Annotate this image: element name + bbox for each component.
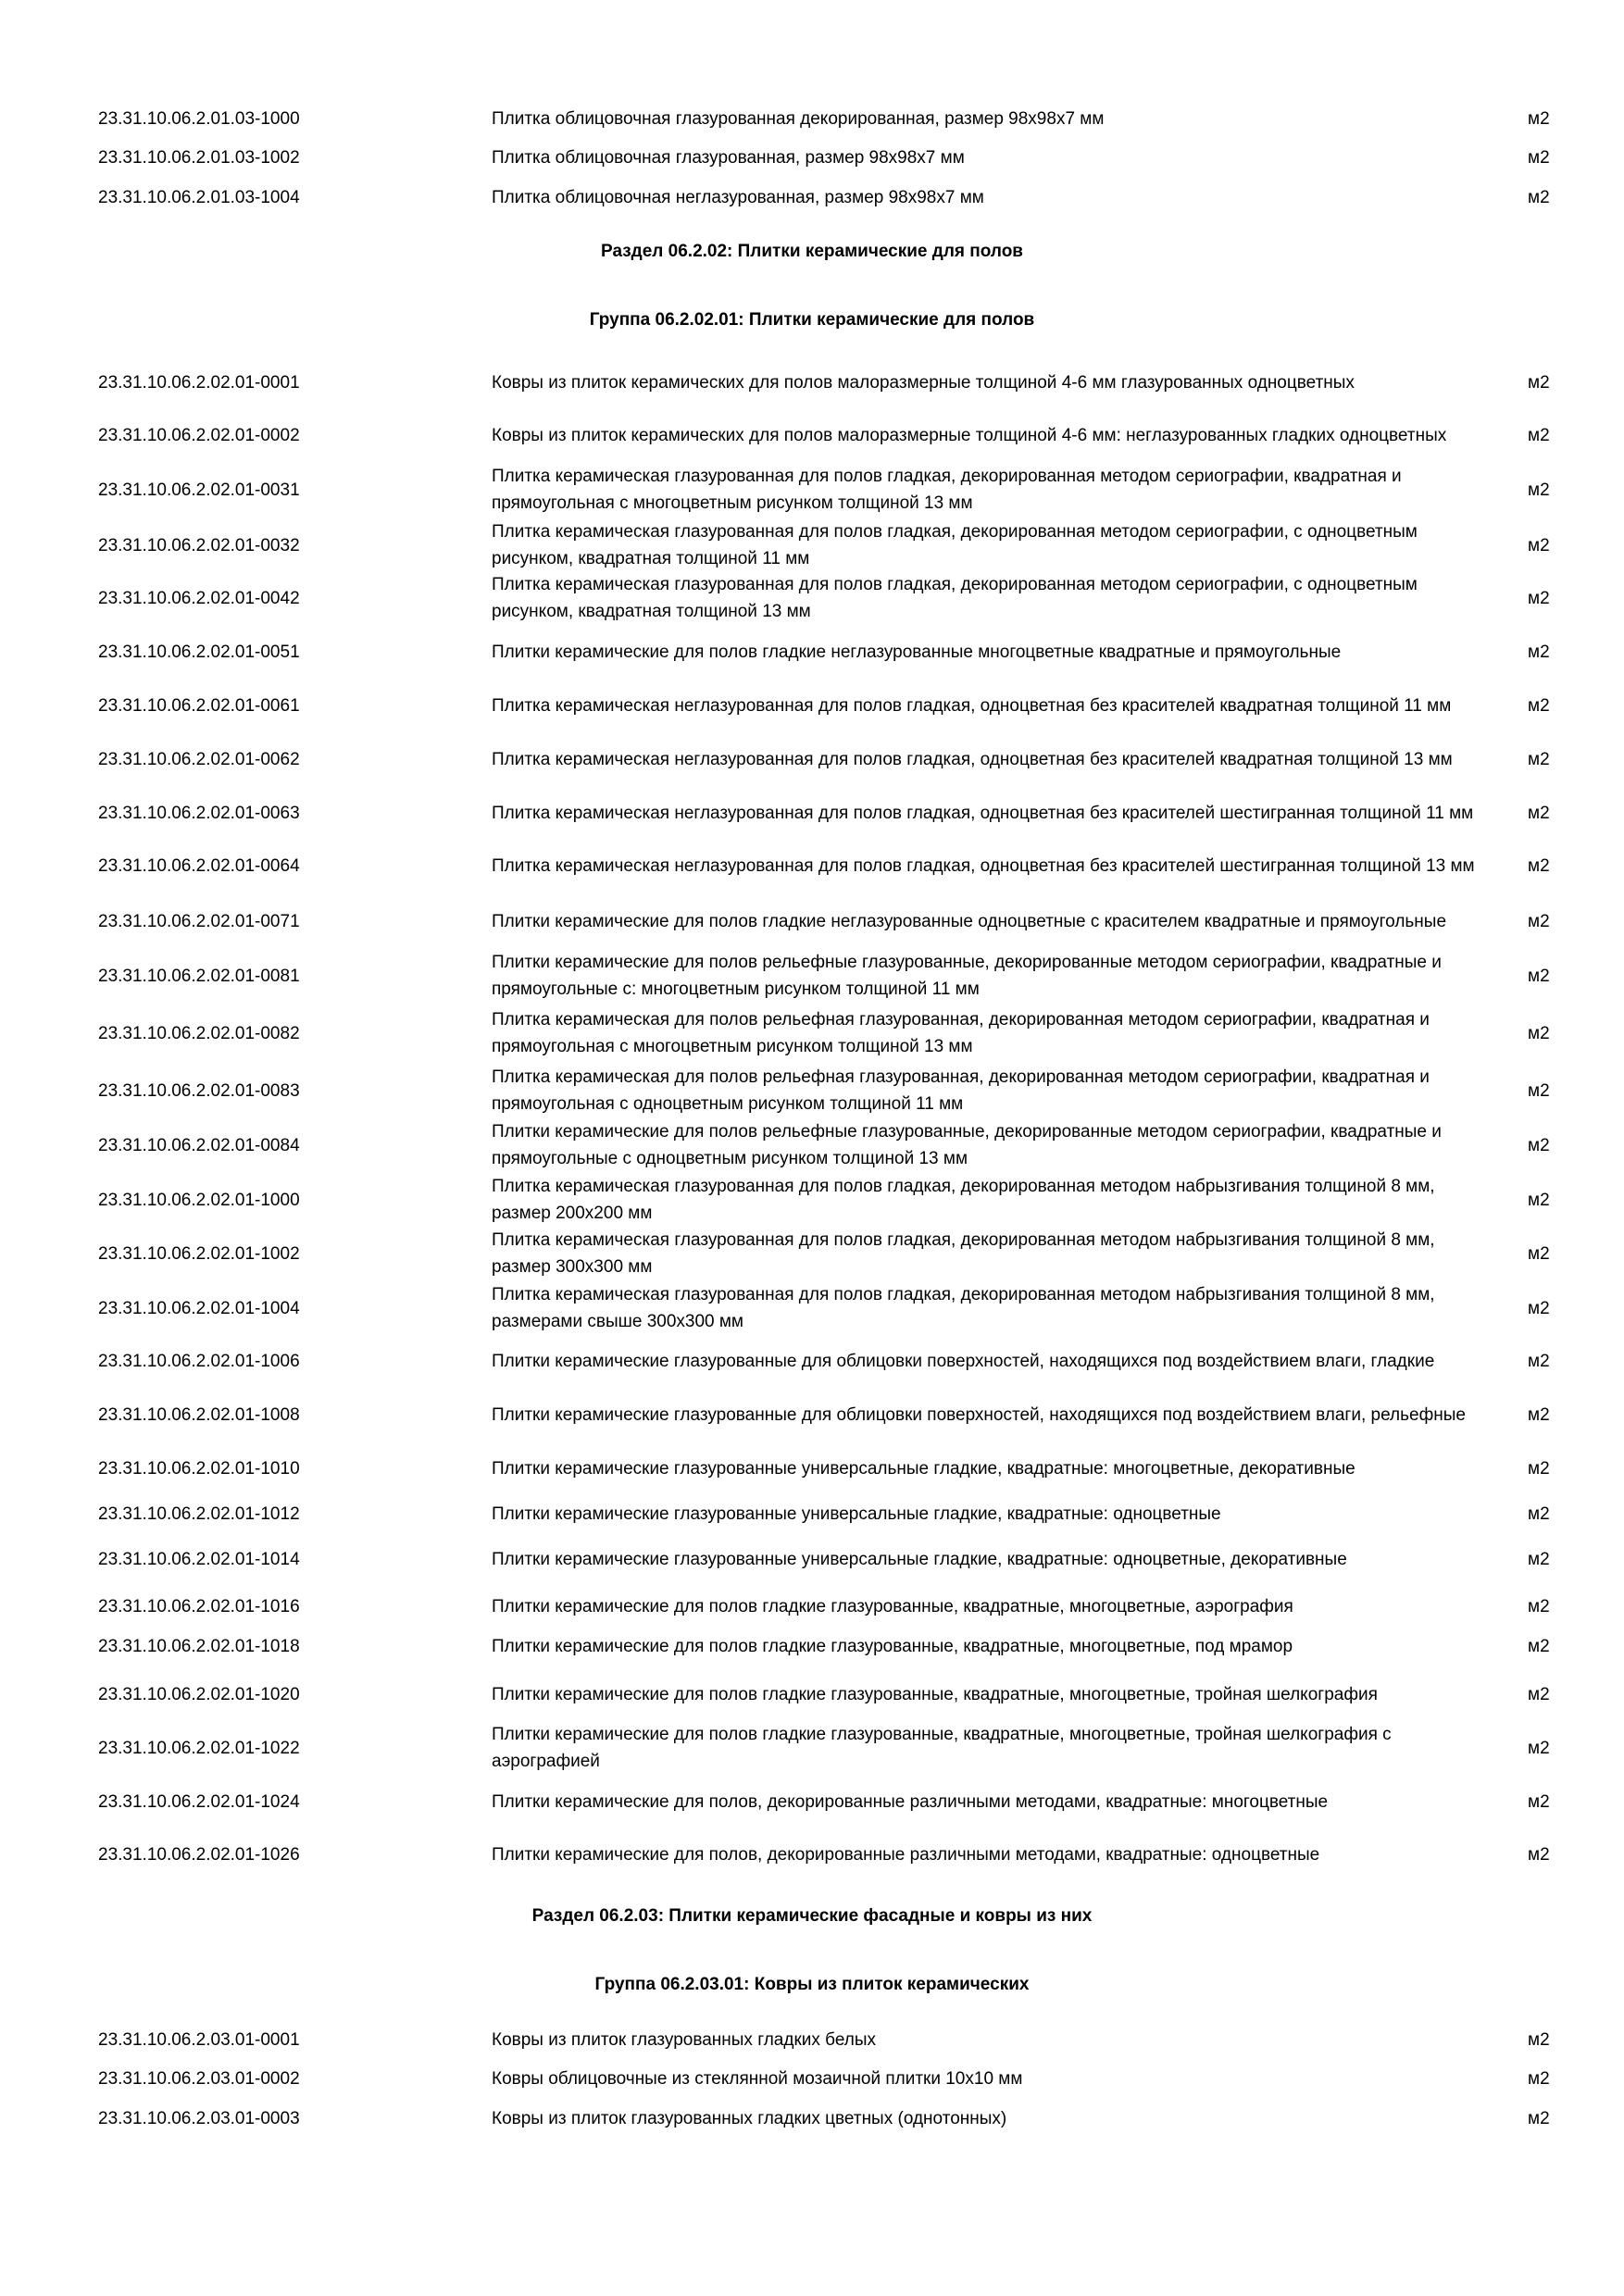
item-unit: м2 bbox=[1528, 855, 1550, 876]
item-name: Плитка керамическая глазурованная для полов гладкая, декорированная методом сериографии, с одноцветным рисунком, квадратная толщиной 11 мм bbox=[492, 522, 1418, 568]
item-unit: м2 bbox=[1528, 911, 1550, 931]
item-unit: м2 bbox=[1528, 1844, 1550, 1865]
item-name: Ковры из плиток керамических для полов малоразмерные толщиной 4-6 мм: неглазурованных гладких одноцветных bbox=[492, 425, 1447, 445]
item-name: Плитки керамические для полов рельефные глазурованные, декорированные методом сериографии, квадратные и прямоугольные с: многоцветным рисунком толщиной 11 мм bbox=[492, 953, 1442, 999]
item-unit: м2 bbox=[1528, 749, 1550, 769]
item-name: Плитка керамическая неглазурованная для полов гладкая, одноцветная без красителей квадратная толщиной 13 мм bbox=[492, 749, 1453, 769]
item-unit: м2 bbox=[1528, 1023, 1550, 1043]
item-name: Плитка керамическая глазурованная для полов гладкая, декорированная методом набрызгивания толщиной 8 мм, размер 200х200 мм bbox=[492, 1177, 1435, 1223]
item-code: 23.31.10.06.2.02.01-1024 bbox=[98, 1791, 300, 1812]
item-code: 23.31.10.06.2.02.01-1020 bbox=[98, 1684, 300, 1704]
item-name: Плитка керамическая неглазурованная для полов гладкая, одноцветная без красителей шестигранная толщиной 13 мм bbox=[492, 855, 1475, 876]
group-heading: Группа 06.2.03.01: Ковры из плиток керамических bbox=[594, 1975, 1030, 1994]
item-unit: м2 bbox=[1528, 480, 1550, 500]
item-name: Плитки керамические глазурованные универсальные гладкие, квадратные: одноцветные bbox=[492, 1504, 1221, 1524]
item-name: Плитки керамические для полов рельефные глазурованные, декорированные методом сериографии, квадратные и прямоугольные с одноцветным рисунком толщиной 13 мм bbox=[492, 1122, 1442, 1168]
item-code: 23.31.10.06.2.03.01-0002 bbox=[98, 2068, 300, 2089]
item-name: Ковры из плиток керамических для полов малоразмерные толщиной 4-6 мм глазурованных одноцветных bbox=[492, 372, 1355, 393]
item-name: Ковры из плиток глазурованных гладких цветных (однотонных) bbox=[492, 2108, 1007, 2128]
item-code: 23.31.10.06.2.02.01-1022 bbox=[98, 1738, 300, 1758]
item-name: Плитки керамические глазурованные универсальные гладкие, квадратные: одноцветные, декоративные bbox=[492, 1549, 1347, 1569]
item-name: Плитки керамические для полов гладкие глазурованные, квадратные, многоцветные, тройная шелкография bbox=[492, 1684, 1378, 1704]
item-code: 23.31.10.06.2.02.01-0081 bbox=[98, 966, 300, 986]
item-unit: м2 bbox=[1528, 1351, 1550, 1371]
item-unit: м2 bbox=[1528, 2068, 1550, 2089]
item-unit: м2 bbox=[1528, 2029, 1550, 2050]
item-code: 23.31.10.06.2.01.03-1004 bbox=[98, 187, 300, 207]
item-unit: м2 bbox=[1528, 803, 1550, 823]
item-code: 23.31.10.06.2.02.01-1008 bbox=[98, 1404, 300, 1425]
item-code: 23.31.10.06.2.02.01-0082 bbox=[98, 1023, 300, 1043]
item-unit: м2 bbox=[1528, 1458, 1550, 1479]
item-name: Плитка керамическая для полов рельефная глазурованная, декорированная методом сериографии, квадратная и прямоугольная с многоцветным рисунком толщиной 13 мм bbox=[492, 1010, 1430, 1056]
item-code: 23.31.10.06.2.02.01-1012 bbox=[98, 1504, 300, 1524]
item-code: 23.31.10.06.2.02.01-1010 bbox=[98, 1458, 300, 1479]
item-code: 23.31.10.06.2.02.01-1016 bbox=[98, 1596, 300, 1616]
item-name: Плитки керамические глазурованные универсальные гладкие, квадратные: многоцветные, декоративные bbox=[492, 1458, 1355, 1479]
item-code: 23.31.10.06.2.02.01-0083 bbox=[98, 1080, 300, 1101]
section-heading: Раздел 06.2.02: Плитки керамические для полов bbox=[601, 242, 1023, 261]
item-code: 23.31.10.06.2.03.01-0003 bbox=[98, 2108, 300, 2128]
item-unit: м2 bbox=[1528, 187, 1550, 207]
item-name: Плитка облицовочная неглазурованная, размер 98х98х7 мм bbox=[492, 187, 984, 207]
item-unit: м2 bbox=[1528, 1404, 1550, 1425]
item-unit: м2 bbox=[1528, 2108, 1550, 2128]
item-unit: м2 bbox=[1528, 1738, 1550, 1758]
item-name: Плитки керамические для полов гладкие неглазурованные многоцветные квадратные и прямоугольные bbox=[492, 642, 1342, 662]
item-unit: м2 bbox=[1528, 1636, 1550, 1656]
item-unit: м2 bbox=[1528, 966, 1550, 986]
item-code: 23.31.10.06.2.02.01-0051 bbox=[98, 642, 300, 662]
item-name: Плитка керамическая глазурованная для полов гладкая, декорированная методом сериографии, с одноцветным рисунком, квадратная толщиной 13 мм bbox=[492, 575, 1418, 621]
item-unit: м2 bbox=[1528, 1298, 1550, 1318]
item-code: 23.31.10.06.2.01.03-1000 bbox=[98, 108, 300, 129]
item-unit: м2 bbox=[1528, 1190, 1550, 1210]
item-code: 23.31.10.06.2.03.01-0001 bbox=[98, 2029, 300, 2050]
item-unit: м2 bbox=[1528, 108, 1550, 129]
item-unit: м2 bbox=[1528, 588, 1550, 608]
item-name: Плитки керамические для полов гладкие глазурованные, квадратные, многоцветные, под мрамор bbox=[492, 1636, 1293, 1656]
item-code: 23.31.10.06.2.02.01-0071 bbox=[98, 911, 300, 931]
item-unit: м2 bbox=[1528, 1504, 1550, 1524]
item-code: 23.31.10.06.2.02.01-1006 bbox=[98, 1351, 300, 1371]
item-name: Ковры из плиток глазурованных гладких белых bbox=[492, 2029, 877, 2050]
item-name: Плитка облицовочная глазурованная декорированная, размер 98х98х7 мм bbox=[492, 108, 1105, 129]
item-name: Плитка керамическая неглазурованная для полов гладкая, одноцветная без красителей шестигранная толщиной 11 мм bbox=[492, 803, 1474, 823]
item-name: Плитки керамические глазурованные для облицовки поверхностей, находящихся под воздействием влаги, гладкие bbox=[492, 1351, 1435, 1371]
item-unit: м2 bbox=[1528, 1549, 1550, 1569]
item-code: 23.31.10.06.2.02.01-1014 bbox=[98, 1549, 300, 1569]
item-name: Плитка керамическая для полов рельефная глазурованная, декорированная методом сериографии, квадратная и прямоугольная с одноцветным рисунком толщиной 11 мм bbox=[492, 1067, 1430, 1114]
item-code: 23.31.10.06.2.02.01-0061 bbox=[98, 695, 300, 716]
item-unit: м2 bbox=[1528, 147, 1550, 168]
item-code: 23.31.10.06.2.02.01-0001 bbox=[98, 372, 300, 393]
item-unit: м2 bbox=[1528, 425, 1550, 445]
item-name: Плитки керамические для полов гладкие неглазурованные одноцветные с красителем квадратные и прямоугольные bbox=[492, 911, 1447, 931]
item-code: 23.31.10.06.2.02.01-0032 bbox=[98, 535, 300, 555]
item-code: 23.31.10.06.2.02.01-1000 bbox=[98, 1190, 300, 1210]
item-unit: м2 bbox=[1528, 695, 1550, 716]
item-code: 23.31.10.06.2.02.01-1018 bbox=[98, 1636, 300, 1656]
item-code: 23.31.10.06.2.02.01-0063 bbox=[98, 803, 300, 823]
item-unit: м2 bbox=[1528, 1135, 1550, 1155]
item-code: 23.31.10.06.2.02.01-0062 bbox=[98, 749, 300, 769]
item-unit: м2 bbox=[1528, 642, 1550, 662]
item-unit: м2 bbox=[1528, 1791, 1550, 1812]
item-name: Плитка керамическая глазурованная для полов гладкая, декорированная методом набрызгивания толщиной 8 мм, размер 300х300 мм bbox=[492, 1230, 1435, 1277]
item-code: 23.31.10.06.2.02.01-0002 bbox=[98, 425, 300, 445]
item-name: Плитки керамические глазурованные для облицовки поверхностей, находящихся под воздействием влаги, рельефные bbox=[492, 1404, 1466, 1425]
item-name: Плитка керамическая неглазурованная для полов гладкая, одноцветная без красителей квадратная толщиной 11 мм bbox=[492, 695, 1452, 716]
item-code: 23.31.10.06.2.02.01-0042 bbox=[98, 588, 300, 608]
item-unit: м2 bbox=[1528, 1080, 1550, 1101]
group-heading: Группа 06.2.02.01: Плитки керамические для полов bbox=[589, 310, 1035, 330]
item-code: 23.31.10.06.2.02.01-0064 bbox=[98, 855, 300, 876]
item-name: Плитки керамические для полов гладкие глазурованные, квадратные, многоцветные, аэрография bbox=[492, 1596, 1293, 1616]
item-name: Плитки керамические для полов, декорированные различными методами, квадратные: одноцветные bbox=[492, 1844, 1320, 1865]
item-code: 23.31.10.06.2.01.03-1002 bbox=[98, 147, 300, 168]
item-code: 23.31.10.06.2.02.01-0084 bbox=[98, 1135, 300, 1155]
section-heading: Раздел 06.2.03: Плитки керамические фасадные и ковры из них bbox=[531, 1906, 1093, 1926]
item-code: 23.31.10.06.2.02.01-1004 bbox=[98, 1298, 300, 1318]
item-unit: м2 bbox=[1528, 1684, 1550, 1704]
item-name: Ковры облицовочные из стеклянной мозаичной плитки 10х10 мм bbox=[492, 2068, 1023, 2089]
item-unit: м2 bbox=[1528, 372, 1550, 393]
item-unit: м2 bbox=[1528, 535, 1550, 555]
item-code: 23.31.10.06.2.02.01-0031 bbox=[98, 480, 300, 500]
item-name: Плитка облицовочная глазурованная, размер 98х98х7 мм bbox=[492, 147, 965, 168]
item-code: 23.31.10.06.2.02.01-1002 bbox=[98, 1243, 300, 1264]
item-code: 23.31.10.06.2.02.01-1026 bbox=[98, 1844, 300, 1865]
item-name: Плитки керамические для полов, декорированные различными методами, квадратные: многоцветные bbox=[492, 1791, 1329, 1812]
item-unit: м2 bbox=[1528, 1596, 1550, 1616]
item-name: Плитки керамические для полов гладкие глазурованные, квадратные, многоцветные, тройная шелкография с аэрографией bbox=[492, 1725, 1392, 1771]
item-name: Плитка керамическая глазурованная для полов гладкая, декорированная методом набрызгивания толщиной 8 мм, размерами свыше 300х300 мм bbox=[492, 1285, 1435, 1331]
item-unit: м2 bbox=[1528, 1243, 1550, 1264]
item-name: Плитка керамическая глазурованная для полов гладкая, декорированная методом сериографии, квадратная и прямоугольная с многоцветным рисунком толщиной 13 мм bbox=[492, 467, 1402, 513]
